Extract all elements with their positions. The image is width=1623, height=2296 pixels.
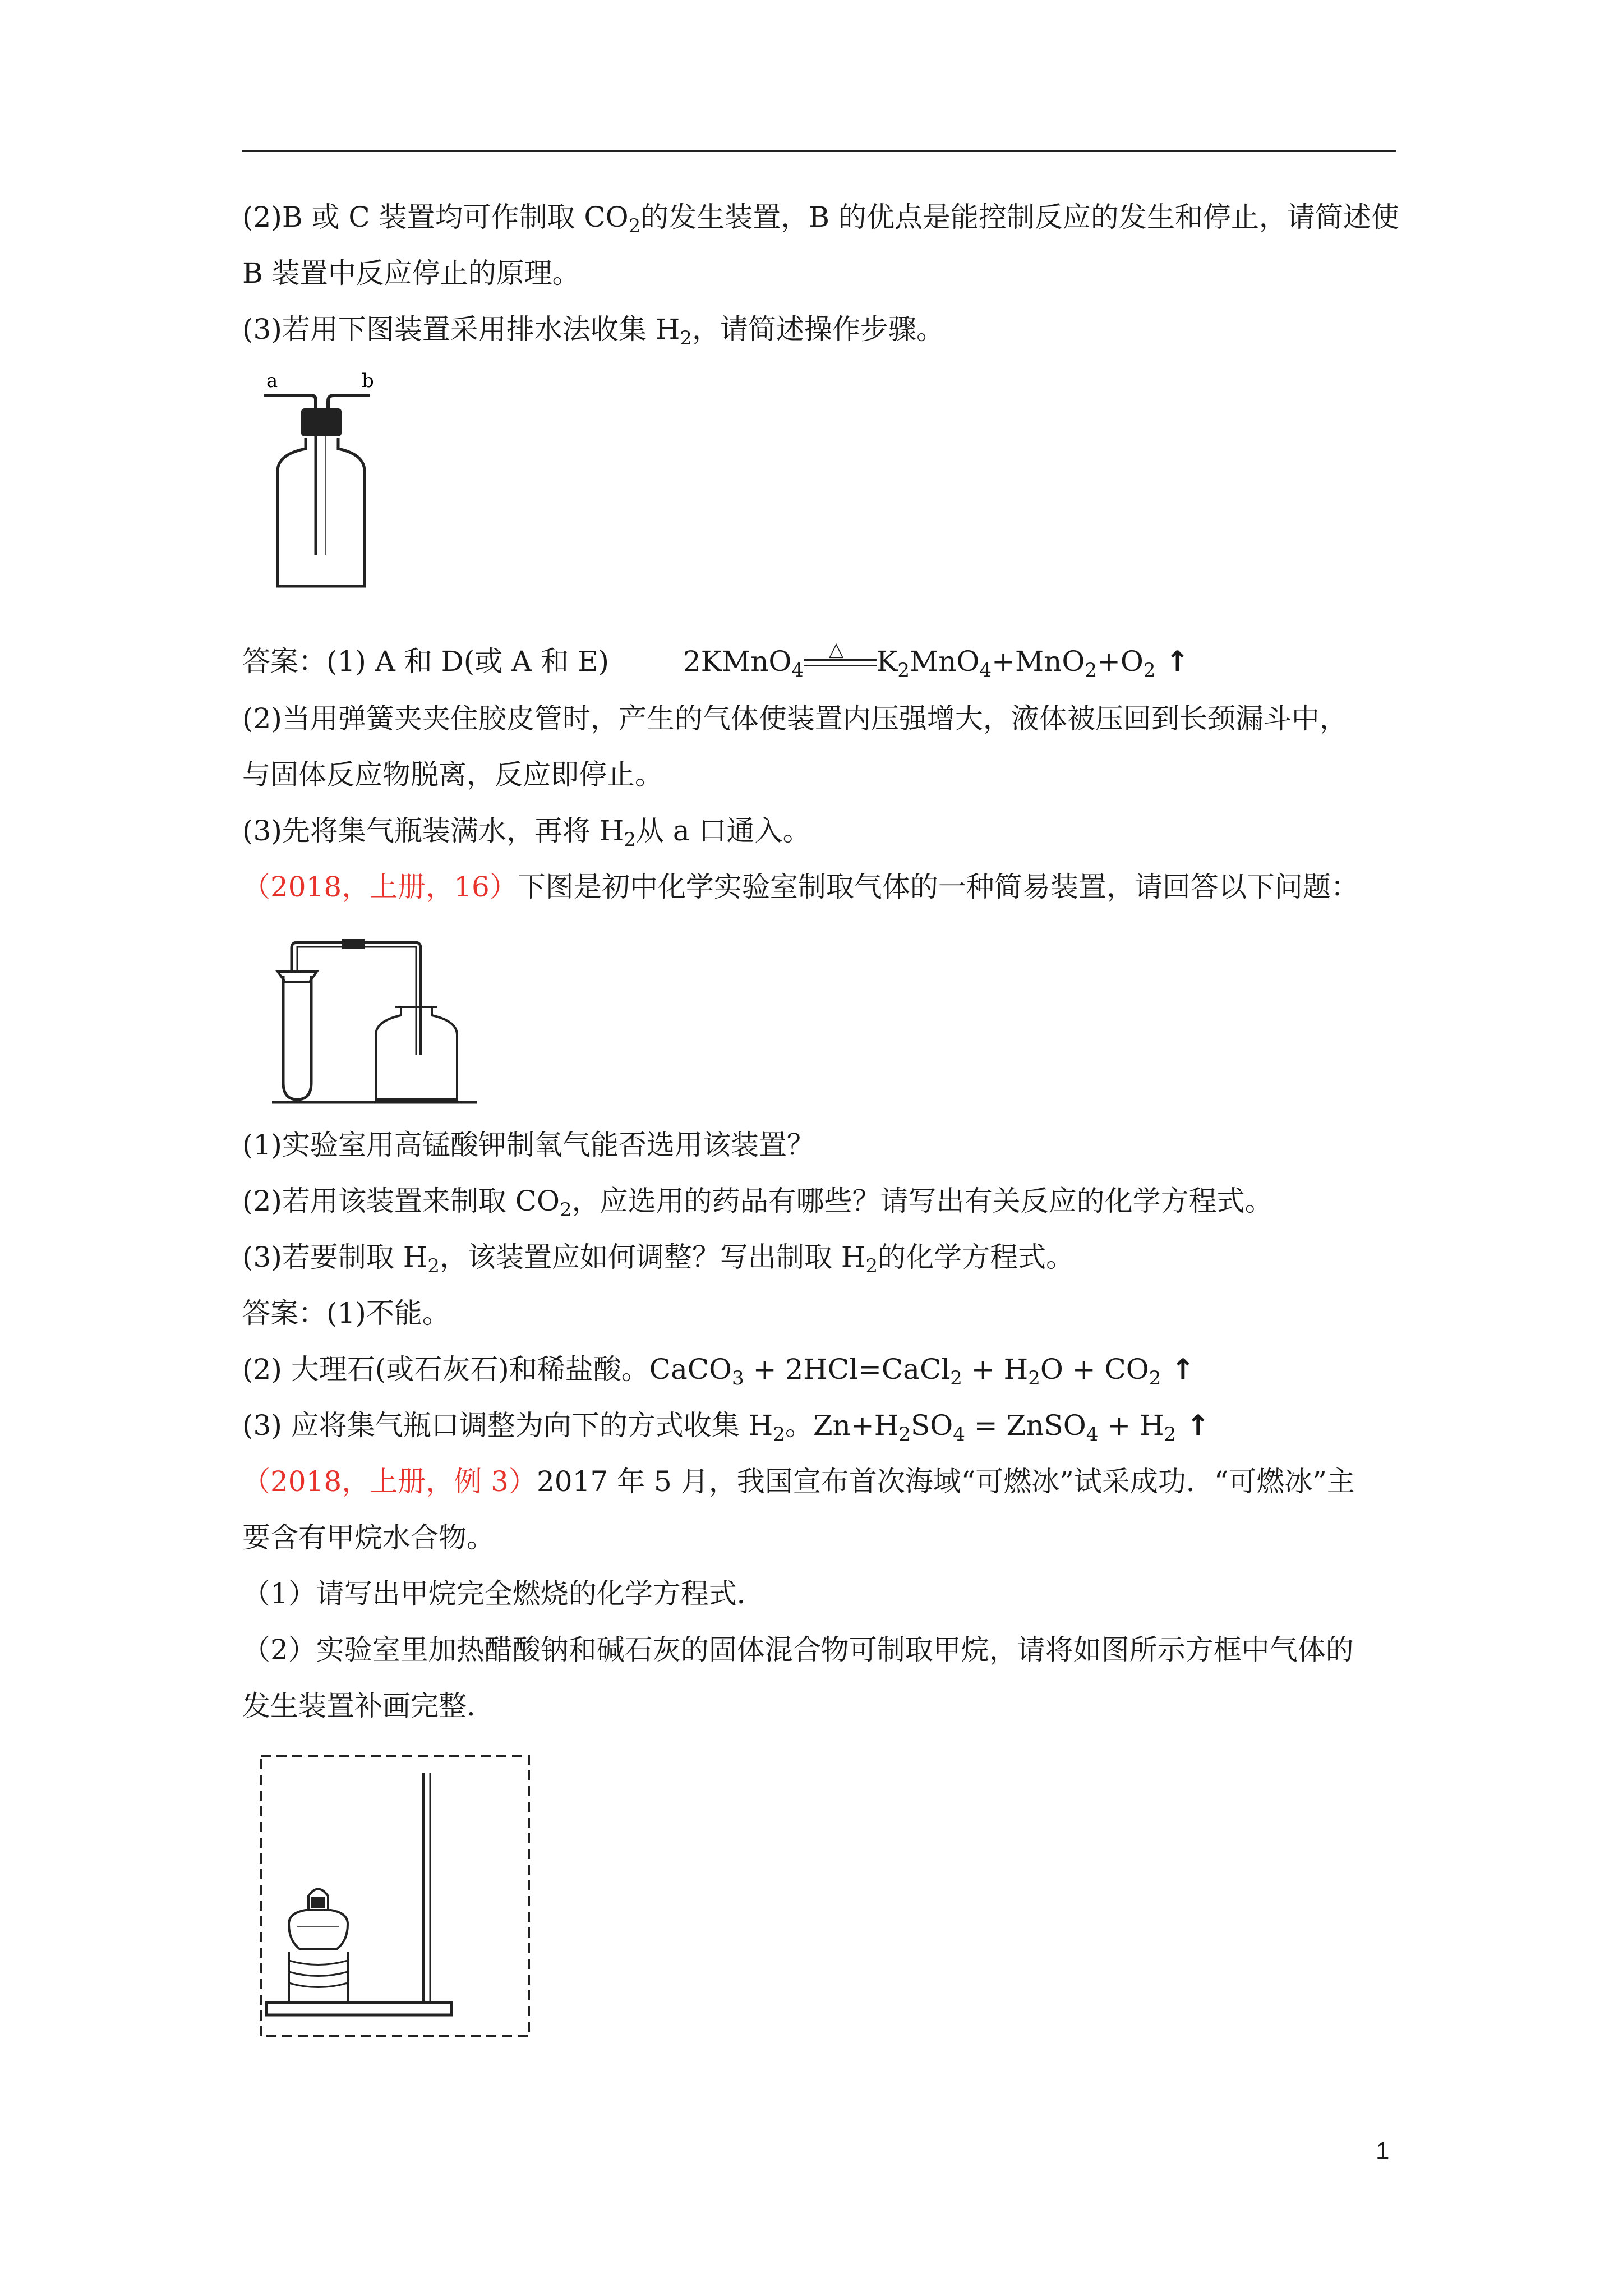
gas-up-arrow: ↑ (1165, 645, 1189, 678)
gas-up-arrow: ↑ (1186, 1409, 1210, 1442)
question-line: B 装置中反应停止的原理。 (242, 257, 580, 289)
answer-line: 答案：(1) A 和 D(或 A 和 E) 2KMnO$_4$ △ $K_2MnO_4+MnO_2+O_2$ ↑ (242, 638, 1189, 682)
question-line: （2018，上册，16）下图是初中化学实验室制取气体的一种简易装置，请回答以下问题： (242, 871, 1359, 903)
answer-line: (3)先将集气瓶装满水，再将 $H_2$从 a 口通入。 (242, 815, 811, 851)
question-line: （2018，上册，例 3）2017 年 5 月，我国宣布首次海域“可燃冰”试采成功．“可燃冰”主 (242, 1465, 1355, 1498)
fig-label-b: b (362, 370, 374, 392)
answer-line: (2) 大理石(或石灰石)和稀盐酸。CaCO$_3$ + 2HCl=CaCl$_2$ + $H_2O + CO_2$ ↑ (242, 1350, 1195, 1398)
question-source-tag: （2018，上册，16） (242, 871, 518, 903)
question-line: (2)若用该装置来制取 $CO_2$，应选用的药品有哪些？请写出有关反应的化学方程式。 (242, 1185, 1273, 1221)
gas-generation-apparatus-figure (269, 931, 494, 1111)
question-line: 发生装置补画完整． (242, 1690, 495, 1722)
fig-label-a: a (266, 370, 278, 392)
question-line: (2)B 或 C 装置均可作制取 $CO_2$的发生装置，B 的优点是能控制反应的发生和停止，请简述使 (242, 201, 1399, 237)
header-rule (242, 150, 1396, 152)
question-source-tag: （2018，上册，例 3） (242, 1465, 537, 1498)
answer-line: (2)当用弹簧夹夹住胶皮管时，产生的气体使装置内压强增大，液体被压回到长颈漏斗中， (242, 702, 1348, 735)
gas-bottle-figure (255, 365, 384, 595)
question-line: (3)若要制取 $H_2$，该装置应如何调整？写出制取 $H_2$的化学方程式。 (242, 1241, 1075, 1277)
answer-line: (3) 应将集气瓶口调整为向下的方式收集 $H_2$。$Zn+H_2SO_4$ = ZnSO$_4$ + $H_2$ ↑ (242, 1406, 1210, 1454)
answer-line: 答案：(1)不能。 (242, 1297, 450, 1329)
heating-condition: △ (804, 652, 877, 675)
answer-line: 与固体反应物脱离，反应即停止。 (242, 758, 663, 791)
gas-up-arrow: ↑ (1171, 1353, 1195, 1386)
question-line: (3)若用下图装置采用排水法收集 $H_2$，请简述操作步骤。 (242, 313, 944, 349)
question-line: (1)实验室用高锰酸钾制氧气能否选用该装置？ (242, 1129, 815, 1161)
question-line: 要含有甲烷水合物。 (242, 1521, 495, 1554)
page-number: 1 (1376, 2137, 1390, 2165)
question-line: （2）实验室里加热醋酸钠和碱石灰的固体混合物可制取甲烷，请将如图所示方框中气体的 (242, 1634, 1354, 1666)
methane-apparatus-box-figure (255, 1750, 536, 2042)
question-line: （1）请写出甲烷完全燃烧的化学方程式． (242, 1577, 765, 1610)
